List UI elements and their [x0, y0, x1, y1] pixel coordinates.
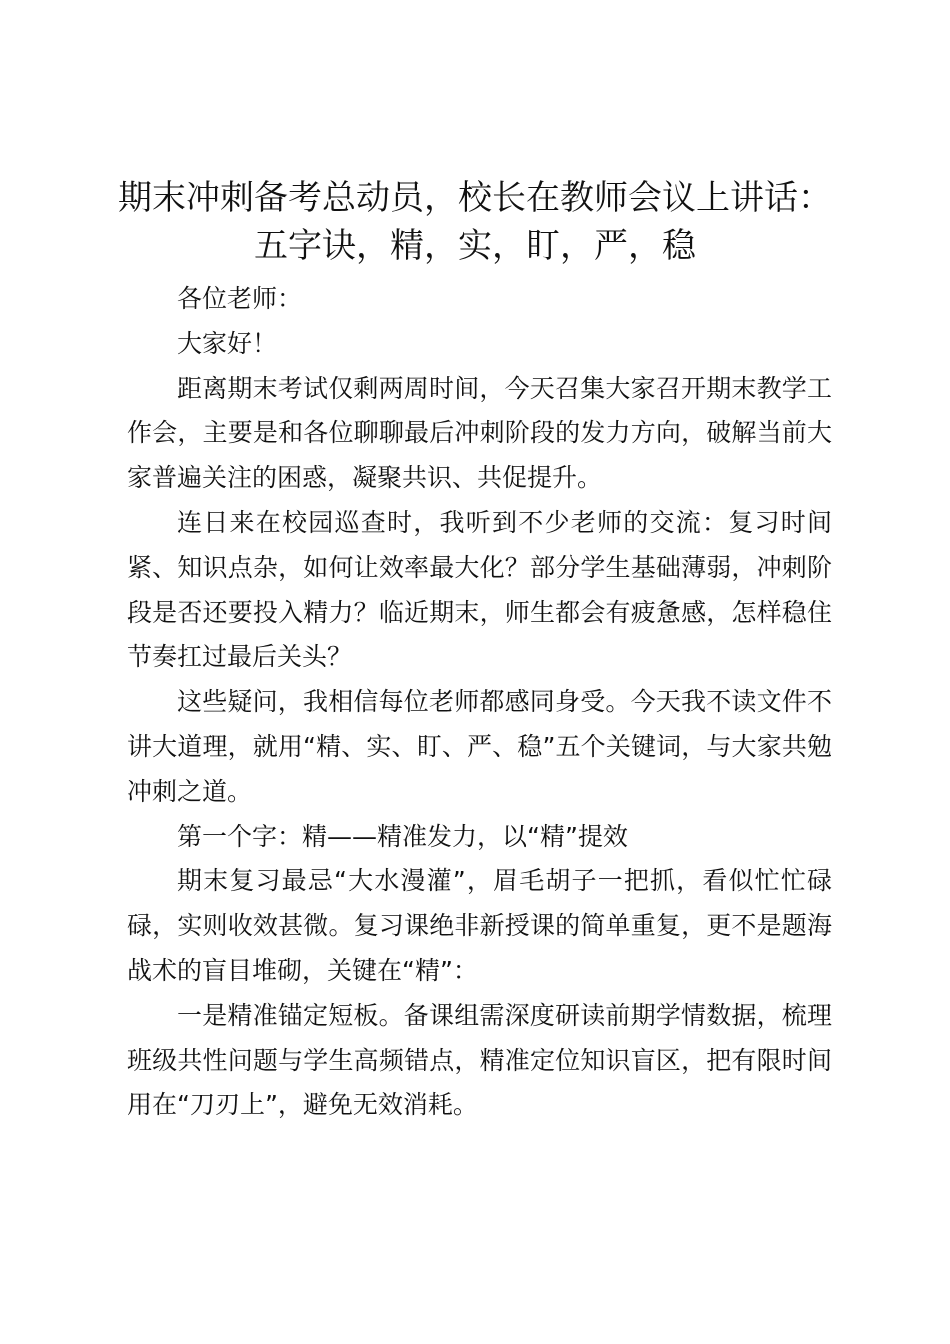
- greeting: 大家好！: [177, 328, 278, 358]
- body-paragraph: 这些疑问，我相信每位老师都感同身受。今天我不读文件不讲大道理，就用“精、实、盯、严、稳”五个关键词，与大家共勉冲刺之道。: [127, 687, 832, 806]
- body-paragraph: 一是精准锚定短板。备课组需深度研读前期学情数据，梳理班级共性问题与学生高频错点，精准定位知识盲区，把有限时间用在“刀刃上”，避免无效消耗。: [127, 1000, 832, 1120]
- document-title-line-2: 五字诀，精，实，盯，严，稳: [254, 226, 696, 266]
- section-heading: 第一个字：精——精准发力，以“精”提效: [177, 821, 628, 851]
- document-body: [127, 277, 832, 1128]
- salutation: 各位老师：: [177, 284, 303, 313]
- document-title-line-1: 期末冲刺备考总动员，校长在教师会议上讲话：: [118, 178, 832, 218]
- body-paragraph: 期末复习最忌“大水漫灌”，眉毛胡子一把抓，看似忙忙碌碌，实则收效甚微。复习课绝非新授课的简单重复，更不是题海战术的盲目堆砌，关键在“精”：: [127, 866, 832, 985]
- body-paragraph: 连日来在校园巡查时，我听到不少老师的交流：复习时间紧、知识点杂，如何让效率最大化？部分学生基础薄弱，冲刺阶段是否还要投入精力？临近期末，师生都会有疲惫感，怎样稳住节奏扛过最后关头？: [127, 507, 832, 672]
- body-paragraph: 距离期末考试仅剩两周时间，今天召集大家召开期末教学工作会，主要是和各位聊聊最后冲刺阶段的发力方向，破解当前大家普遍关注的困惑，凝聚共识、共促提升。: [127, 373, 832, 493]
